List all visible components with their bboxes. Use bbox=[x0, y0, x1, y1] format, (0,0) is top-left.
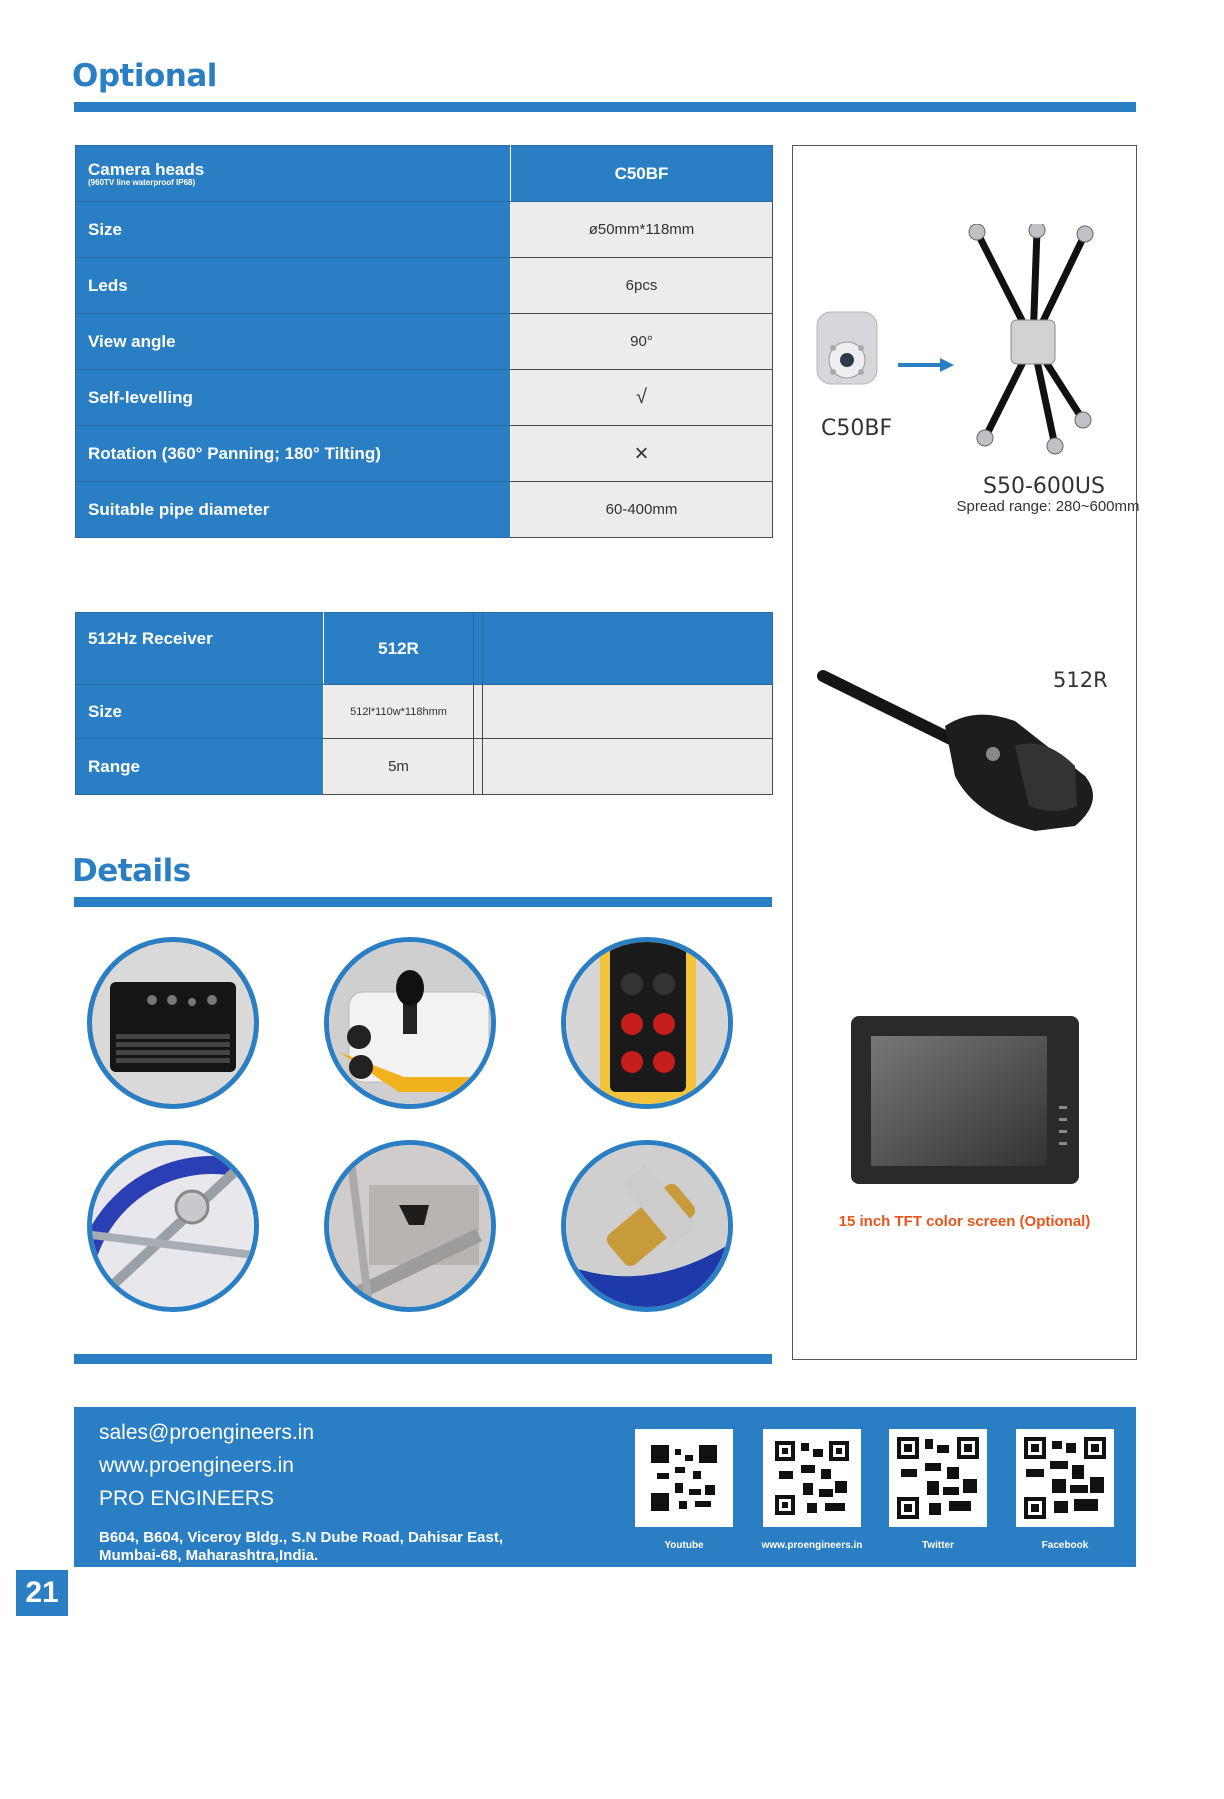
receiver-model-header: 512R bbox=[324, 613, 474, 685]
camera-head-image bbox=[811, 308, 883, 388]
empty-header-cell bbox=[483, 613, 773, 685]
row-label: Leds bbox=[76, 258, 511, 314]
row-label: Size bbox=[76, 202, 511, 258]
detail-photo-joystick bbox=[324, 937, 496, 1109]
footer-website[interactable]: www.proengineers.in bbox=[99, 1454, 294, 1477]
details-heading-rule bbox=[74, 897, 772, 907]
table-header-row bbox=[76, 146, 773, 202]
table-row bbox=[76, 482, 773, 538]
table-row bbox=[76, 314, 773, 370]
spacer-cell bbox=[474, 685, 483, 739]
table-row bbox=[76, 258, 773, 314]
page-number: 21 bbox=[16, 1570, 68, 1616]
empty-cell bbox=[483, 739, 773, 795]
qr-caption-youtube: Youtube bbox=[664, 1540, 704, 1551]
table-row bbox=[76, 426, 773, 482]
table-row bbox=[76, 370, 773, 426]
crawler-image bbox=[965, 224, 1105, 460]
spacer-cell bbox=[474, 739, 483, 795]
optional-heading-rule bbox=[74, 102, 1136, 112]
qr-caption-website: www.proengineers.in bbox=[761, 1540, 863, 1551]
row-value: 60-400mm bbox=[511, 482, 773, 538]
receiver-label: 512R bbox=[1053, 668, 1108, 692]
details-bottom-rule bbox=[74, 1354, 772, 1364]
detail-photo-buttons bbox=[561, 937, 733, 1109]
footer-address-line1: B604, B604, Viceroy Bldg., S.N Dube Road, Dahisar East, bbox=[99, 1529, 504, 1546]
camera-heads-label bbox=[76, 146, 511, 202]
footer-address-line2: Mumbai-68, Maharashtra,India. bbox=[99, 1547, 319, 1564]
camera-heads-table bbox=[75, 145, 773, 538]
product-images-panel bbox=[792, 145, 1140, 1360]
footer-email[interactable]: sales@proengineers.in bbox=[99, 1421, 315, 1444]
contact-footer bbox=[74, 1407, 1136, 1567]
qr-caption-twitter: Twitter bbox=[921, 1540, 955, 1551]
detail-photo-keyboard bbox=[87, 937, 259, 1109]
table-header-row bbox=[76, 613, 773, 685]
camera-label: C50BF bbox=[821, 416, 893, 441]
qr-code-facebook[interactable] bbox=[1016, 1429, 1114, 1527]
receiver-table bbox=[75, 612, 773, 795]
detail-photo-frame bbox=[324, 1140, 496, 1312]
detail-photo-connector bbox=[561, 1140, 733, 1312]
camera-heads-title: Camera heads bbox=[88, 159, 205, 179]
footer-company: PRO ENGINEERS bbox=[99, 1487, 275, 1510]
detail-photo-reel bbox=[87, 1140, 259, 1312]
empty-cell bbox=[483, 685, 773, 739]
table-row bbox=[76, 685, 773, 739]
camera-model-header: C50BF bbox=[511, 146, 773, 202]
crawler-spread-range: Spread range: 280~600mm bbox=[956, 498, 1140, 515]
row-value: 5m bbox=[324, 739, 474, 795]
qr-code-youtube[interactable] bbox=[635, 1429, 733, 1527]
monitor-image bbox=[849, 1014, 1081, 1190]
optional-heading: Optional bbox=[72, 58, 217, 94]
camera-heads-sublabel: (960TV line waterproof IP68) bbox=[88, 177, 196, 187]
qr-caption-facebook: Facebook bbox=[1041, 1540, 1089, 1551]
screen-caption: 15 inch TFT color screen (Optional) bbox=[838, 1213, 1091, 1230]
row-label: Self-levelling bbox=[76, 370, 511, 426]
row-label: Range bbox=[76, 739, 324, 795]
table-row bbox=[76, 739, 773, 795]
row-value: ø50mm*118mm bbox=[511, 202, 773, 258]
row-value: 6pcs bbox=[511, 258, 773, 314]
row-label: Suitable pipe diameter bbox=[76, 482, 511, 538]
qr-code-website[interactable] bbox=[763, 1429, 861, 1527]
row-label: Size bbox=[76, 685, 324, 739]
qr-code-twitter[interactable] bbox=[889, 1429, 987, 1527]
row-label: View angle bbox=[76, 314, 511, 370]
cross-mark-icon: × bbox=[511, 426, 773, 482]
row-value: 512l*110w*118hmm bbox=[324, 685, 474, 739]
arrow-right-icon bbox=[898, 358, 954, 372]
crawler-label: S50-600US bbox=[983, 474, 1105, 499]
row-label: Rotation (360° Panning; 180° Tilting) bbox=[76, 426, 511, 482]
check-mark-icon: √ bbox=[511, 370, 773, 426]
row-value: 90° bbox=[511, 314, 773, 370]
details-heading: Details bbox=[72, 853, 191, 889]
spacer-cell bbox=[474, 613, 483, 685]
table-row bbox=[76, 202, 773, 258]
receiver-label: 512Hz Receiver bbox=[76, 613, 324, 685]
